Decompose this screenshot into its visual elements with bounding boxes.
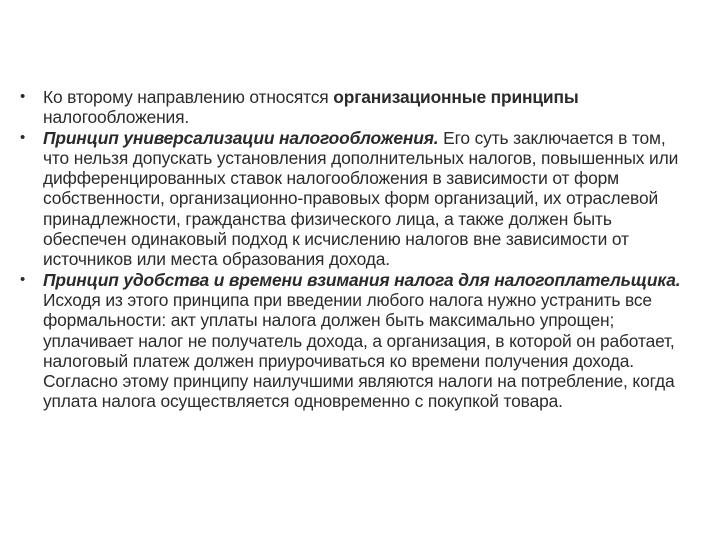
bullet-text-rest: Исходя из этого принципа при введении любого налога нужно устранить все формальности: акт уплаты налога должен быть максимально упрощен; уплачивает налог не получатель дохода, а организация, в которой он работает, налоговый платеж должен приурочиваться ко времени получения дохода. Согласно этому принципу наилучшими являются налоги на потребление, когда уплата налога осуществляется одновременно с покупкой товара. xyxy=(43,289,675,412)
bullet-item-convenience-principle xyxy=(20,270,692,412)
bullet-text-emphasis: Принцип удобства и времени взимания налога для налогоплательщика. xyxy=(43,269,681,290)
bullet-list xyxy=(20,87,692,412)
bullet-point: • xyxy=(20,88,26,105)
bullet-item-universalization-principle xyxy=(20,128,692,270)
bullet-point: • xyxy=(20,270,26,288)
bullet-point: • xyxy=(20,128,26,146)
bullet-item-organizational-principles xyxy=(20,87,692,128)
bullet-text-rest: Его суть заключается в том, что нельзя допускать установления дополнительных налогов, повышенных или дифференцированных ставок налогообложения в зависимости от форм собственности, организационно-правовых форм организаций, их отраслевой принадлежности, гражданства физического лица, а также должен быть обеспечен одинаковый подход к исчислению налогов вне зависимости от источников или места образования дохода. xyxy=(43,127,679,270)
bullet-text-emphasis: Принцип универсализации налогообложения. xyxy=(43,127,439,148)
bullet-text-emphasis: организационные принципы xyxy=(333,87,579,107)
bullet-text-rest: налогообложения. xyxy=(43,107,190,128)
bullet-text-lead: Ко второму направлению относятся xyxy=(43,87,334,107)
